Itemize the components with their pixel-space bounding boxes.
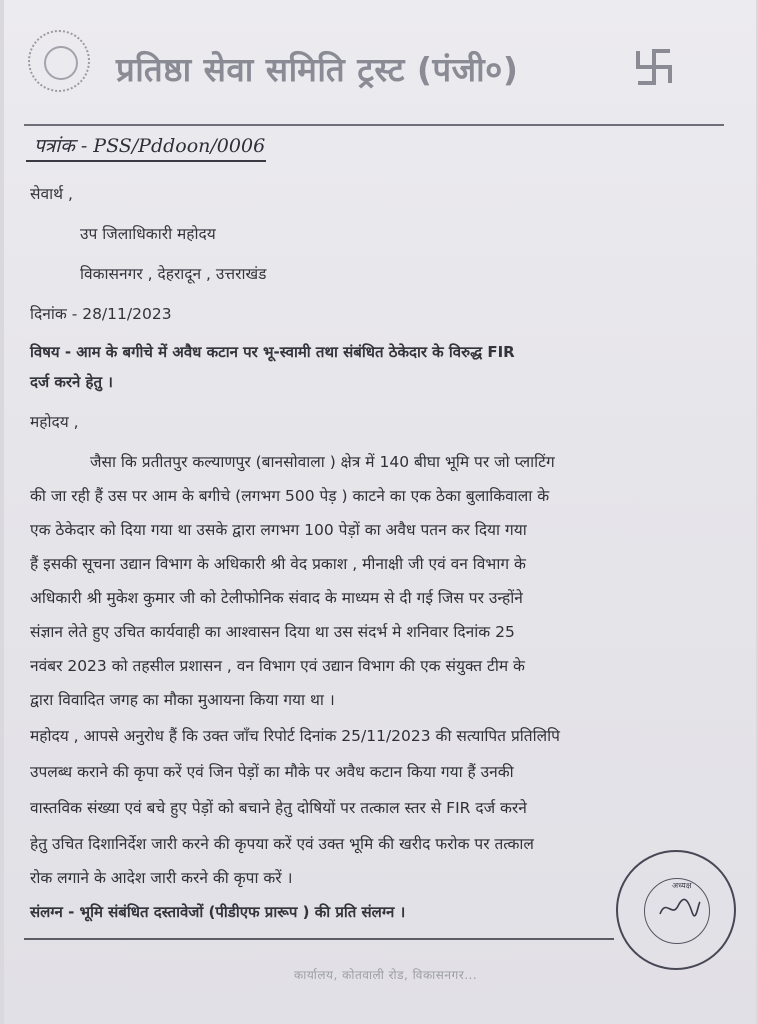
letter-date: दिनांक - 28/11/2023: [30, 305, 172, 323]
addressee-location: विकासनगर , देहरादून , उत्तराखंड: [80, 265, 267, 283]
paragraph-line: हैं इसकी सूचना उद्यान विभाग के अधिकारी श्री वेद प्रकाश , मीनाक्षी जी एवं वन विभाग के: [30, 555, 526, 573]
footer-divider: [24, 938, 614, 940]
header-divider: [24, 124, 724, 126]
trust-logo-icon: [28, 30, 90, 92]
stamp-designation: अध्यक्ष: [672, 881, 692, 890]
greeting: महोदय ,: [30, 413, 79, 431]
paragraph-line: द्वारा विवादित जगह का मौका मुआयना किया गया था ।: [30, 691, 335, 709]
subject-line-2: दर्ज करने हेतु ।: [30, 373, 113, 391]
paragraph-line: की जा रही हैं उस पर आम के बगीचे (लगभग 500 पेड़ ) काटने का एक ठेका बुलाकिवाला के: [30, 487, 550, 505]
paragraph-line: अधिकारी श्री मुकेश कुमार जी को टेलीफोनिक संवाद के माध्यम से दी गई जिस पर उन्होंने: [30, 589, 523, 607]
addressee-title: उप जिलाधिकारी महोदय: [80, 225, 216, 243]
paragraph-line: संज्ञान लेते हुए उचित कार्यवाही का आश्वासन दिया था उस संदर्भ मे शनिवार दिनांक 25: [30, 623, 515, 641]
signature-icon: [658, 896, 702, 920]
official-stamp: [616, 850, 736, 970]
footer-address: कार्यालय, कोतवाली रोड, विकासनगर...: [294, 968, 478, 982]
reference-underline: [26, 160, 266, 162]
paragraph-line: एक ठेकेदार को दिया गया था उसके द्वारा लगभग 100 पेड़ों का अवैध पतन कर दिया गया: [30, 521, 527, 539]
reference-number: पत्रांक - PSS/Pddoon/0006: [34, 135, 266, 157]
salutation: सेवार्थ ,: [30, 185, 73, 203]
swastik-icon: [632, 45, 676, 89]
organization-name: प्रतिष्ठा सेवा समिति ट्रस्ट (पंजी०): [116, 50, 519, 89]
paragraph-line: वास्तविक संख्या एवं बचे हुए पेड़ों को बचाने हेतु दोषियों पर तत्काल स्तर से FIR दर्ज करने: [30, 799, 527, 817]
paragraph-line: हेतु उचित दिशानिर्देश जारी करने की कृपया करें एवं उक्त भूमि की खरीद फरोक पर तत्काल: [30, 835, 534, 853]
subject-line-1: विषय - आम के बगीचे में अवैध कटान पर भू-स्वामी तथा संबंधित ठेकेदार के विरुद्ध FIR: [30, 343, 515, 361]
paragraph-line: उपलब्ध कराने की कृपा करें एवं जिन पेड़ों का मौके पर अवैध कटान किया गया हैं उनकी: [30, 763, 514, 781]
paragraph-line: रोक लगाने के आदेश जारी करने की कृपा करें ।: [30, 869, 293, 887]
paragraph-line: जैसा कि प्रतीतपुर कल्याणपुर (बानसोवाला ) क्षेत्र में 140 बीघा भूमि पर जो प्लाटिंग: [90, 453, 555, 471]
letter-page: [4, 0, 756, 1024]
enclosure-note: संलग्न - भूमि संबंधित दस्तावेजों (पीडीएफ प्रारूप ) की प्रति संलग्न ।: [30, 903, 406, 921]
paragraph-line: महोदय , आपसे अनुरोध हैं कि उक्त जाँच रिपोर्ट दिनांक 25/11/2023 की सत्यापित प्रतिलिपि: [30, 727, 560, 745]
paragraph-line: नवंबर 2023 को तहसील प्रशासन , वन विभाग एवं उद्यान विभाग की एक संयुक्त टीम के: [30, 657, 525, 675]
